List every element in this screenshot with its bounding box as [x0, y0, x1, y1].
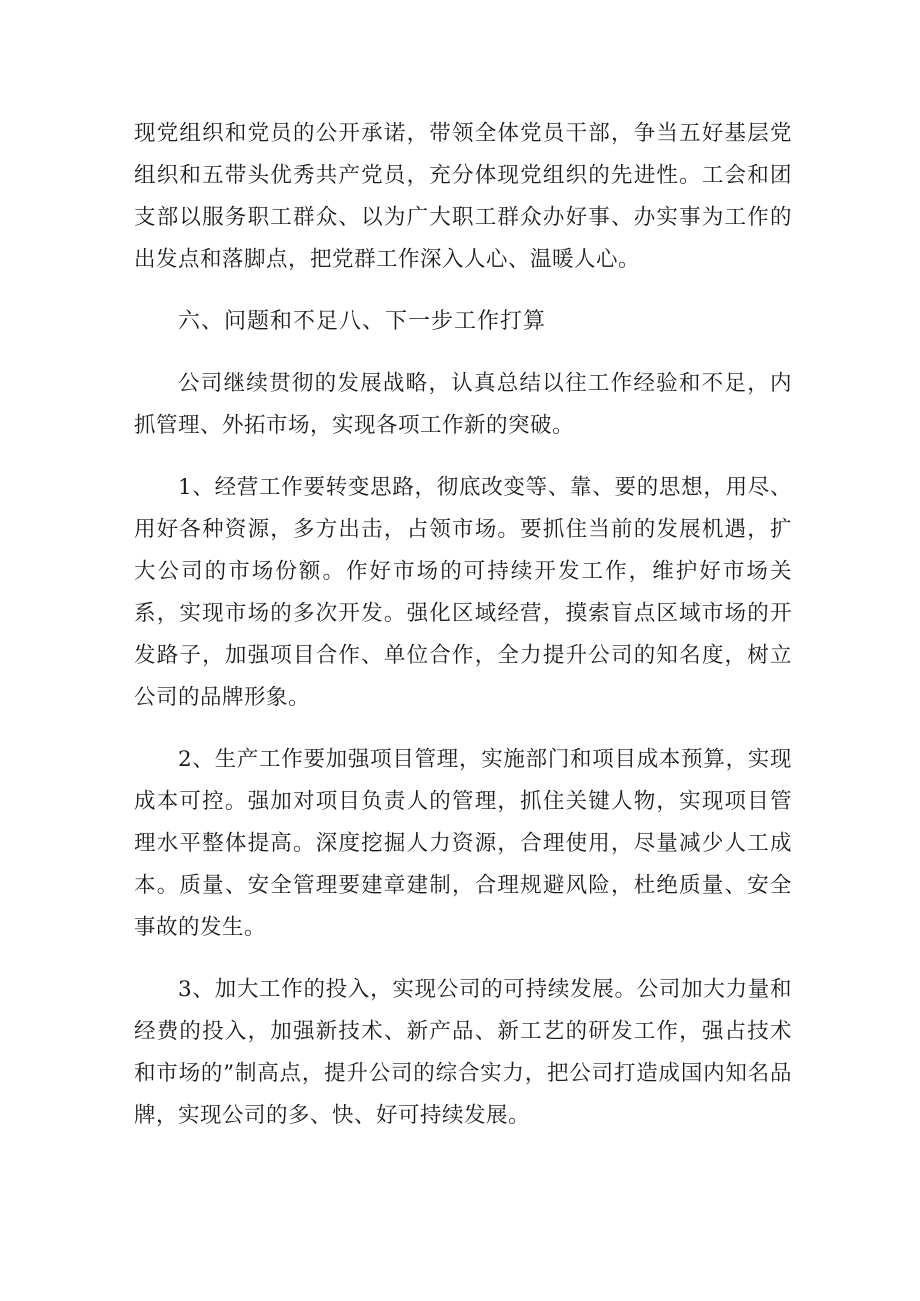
paragraph-continuation: 现党组织和党员的公开承诺，带领全体党员干部，争当五好基层党组织和五带头优秀共产党员，充分体现党组织的先进性。工会和团支部以服务职工群众、以为广大职工群众办好事、办实事为工作的出发点和落脚点，把党群工作深入人心、温暖人心。 — [134, 121, 792, 272]
paragraph-item-1: 1、经营工作要转变思路，彻底改变等、靠、要的思想，用尽、用好各种资源，多方出击，占领市场。要抓住当前的发展机遇，扩大公司的市场份额。作好市场的可持续开发工作，维护好市场关系，实现市场的多次开发。强化区域经营，摸索盲点区域市场的开发路子，加强项目合作、单位合作，全力提升公司的知名度，树立公司的品牌形象。 — [134, 475, 792, 710]
document-body — [134, 113, 792, 1137]
paragraph-item-3: 3、加大工作的投入，实现公司的可持续发展。公司加大力量和经费的投入，加强新技术、新产品、新工艺的研发工作，强占技术和市场的”制高点，提升公司的综合实力，把公司打造成国内知名品牌，实现公司的多、快、好可持续发展。 — [134, 977, 792, 1128]
section-heading: 六、问题和不足八、下一步工作打算 — [178, 309, 547, 334]
paragraph-item-2: 2、生产工作要加强项目管理，实施部门和项目成本预算，实现成本可控。强加对项目负责人的管理，抓住关键人物，实现项目管理水平整体提高。深度挖掘人力资源，合理使用，尽量减少人工成本。质量、安全管理要建章建制，合理规避风险，杜绝质量、安全事故的发生。 — [134, 747, 792, 940]
paragraph-intro: 公司继续贯彻的发展战略，认真总结以往工作经验和不足，内抓管理、外拓市场，实现各项工作新的突破。 — [134, 371, 792, 438]
